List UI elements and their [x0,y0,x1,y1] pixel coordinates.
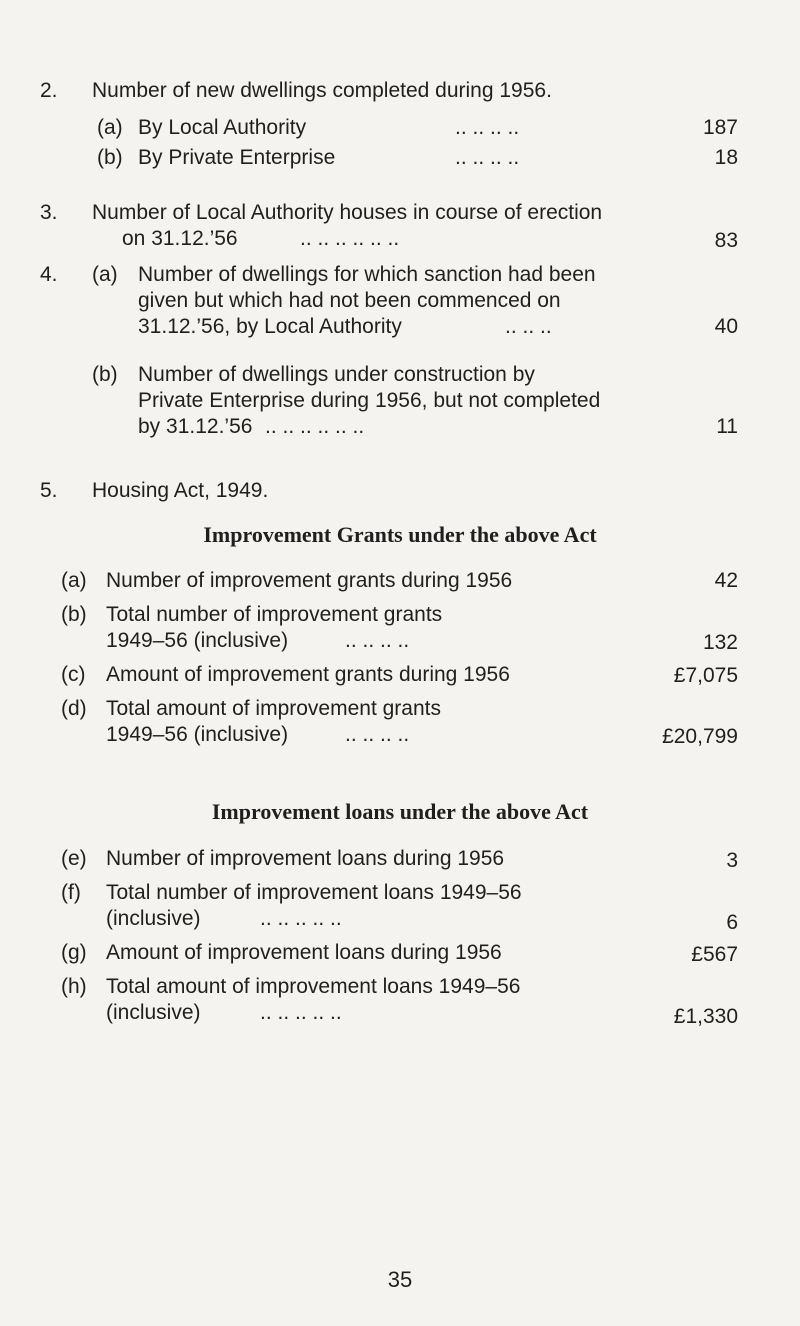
item-marker: (b) [92,363,118,386]
section-number-4: 4. [40,263,58,286]
item-label: Total amount of improvement loans 1949–56 [106,975,521,998]
item-label: Total number of improvement loans 1949–56 [106,881,522,904]
item-marker: (e) [61,847,87,870]
item-marker: (d) [61,697,87,720]
item-label: Total amount of improvement grants [106,697,441,720]
item-value: £20,799 [662,725,738,748]
item-marker: (f) [61,881,81,904]
section-4a-line2: given but which had not been commenced on [138,289,561,312]
leader-dots: .. .. .. .. .. [260,1001,342,1024]
item-label-cont: (inclusive) [106,907,201,930]
item-marker: (b) [61,603,87,626]
leader-dots: .. .. .. .. [455,116,520,139]
leader-dots: .. .. .. .. [345,629,410,652]
item-value: 11 [716,415,738,438]
item-value: 83 [714,229,738,252]
item-value: £1,330 [673,1005,738,1028]
section-2-title: Number of new dwellings completed during 1956. [92,79,552,102]
section-5-title: Housing Act, 1949. [92,479,269,502]
loans-heading: Improvement loans under the above Act [211,799,589,824]
item-marker: (a) [61,569,87,592]
item-value: 132 [702,631,738,654]
leader-dots: .. .. .. .. [455,146,520,169]
section-3-line2: on 31.12.’56 [122,227,238,250]
item-marker: (g) [61,941,87,964]
leader-dots: .. .. .. .. .. [260,907,342,930]
item-label-cont: 1949–56 (inclusive) [106,629,289,652]
item-label-cont: 1949–56 (inclusive) [106,723,289,746]
leader-dots: .. .. .. .. .. .. [300,227,400,250]
item-value: 6 [726,911,738,934]
item-marker: (h) [61,975,87,998]
item-label: By Private Enterprise [138,146,336,169]
section-4a-line3: 31.12.’56, by Local Authority [138,315,402,338]
section-3-line1: Number of Local Authority houses in course of erection [92,201,603,224]
leader-dots: .. .. .. .. [345,723,410,746]
section-number-2: 2. [40,79,58,102]
leader-dots: .. .. .. [505,315,552,338]
section-4b-line1: Number of dwellings under construction by [138,363,535,386]
item-label: Amount of improvement loans during 1956 [106,941,502,964]
item-label-cont: (inclusive) [106,1001,201,1024]
page-number: 35 [387,1267,413,1292]
section-number-3: 3. [40,201,58,224]
item-value: £7,075 [673,664,738,687]
item-value: 40 [714,315,738,338]
item-label: By Local Authority [138,116,307,139]
item-marker: (c) [61,663,86,686]
grants-heading: Improvement Grants under the above Act [203,522,597,547]
leader-dots: .. .. .. .. .. .. [265,415,365,438]
item-marker: (b) [97,146,123,169]
item-value: 42 [714,569,738,592]
item-value: 187 [702,116,738,139]
item-label: Number of improvement loans during 1956 [106,847,505,870]
item-value: 18 [714,146,738,169]
item-value: £567 [691,943,738,966]
section-4a-line1: Number of dwellings for which sanction had been [138,263,596,286]
item-marker: (a) [92,263,118,286]
item-label: Number of improvement grants during 1956 [106,569,513,592]
item-label: Total number of improvement grants [106,603,443,626]
item-label: Amount of improvement grants during 1956 [106,663,510,686]
section-4b-line2: Private Enterprise during 1956, but not completed [138,389,601,412]
section-number-5: 5. [40,479,58,502]
item-value: 3 [726,849,738,872]
section-4b-line3: by 31.12.’56 [138,415,253,438]
item-marker: (a) [97,116,123,139]
